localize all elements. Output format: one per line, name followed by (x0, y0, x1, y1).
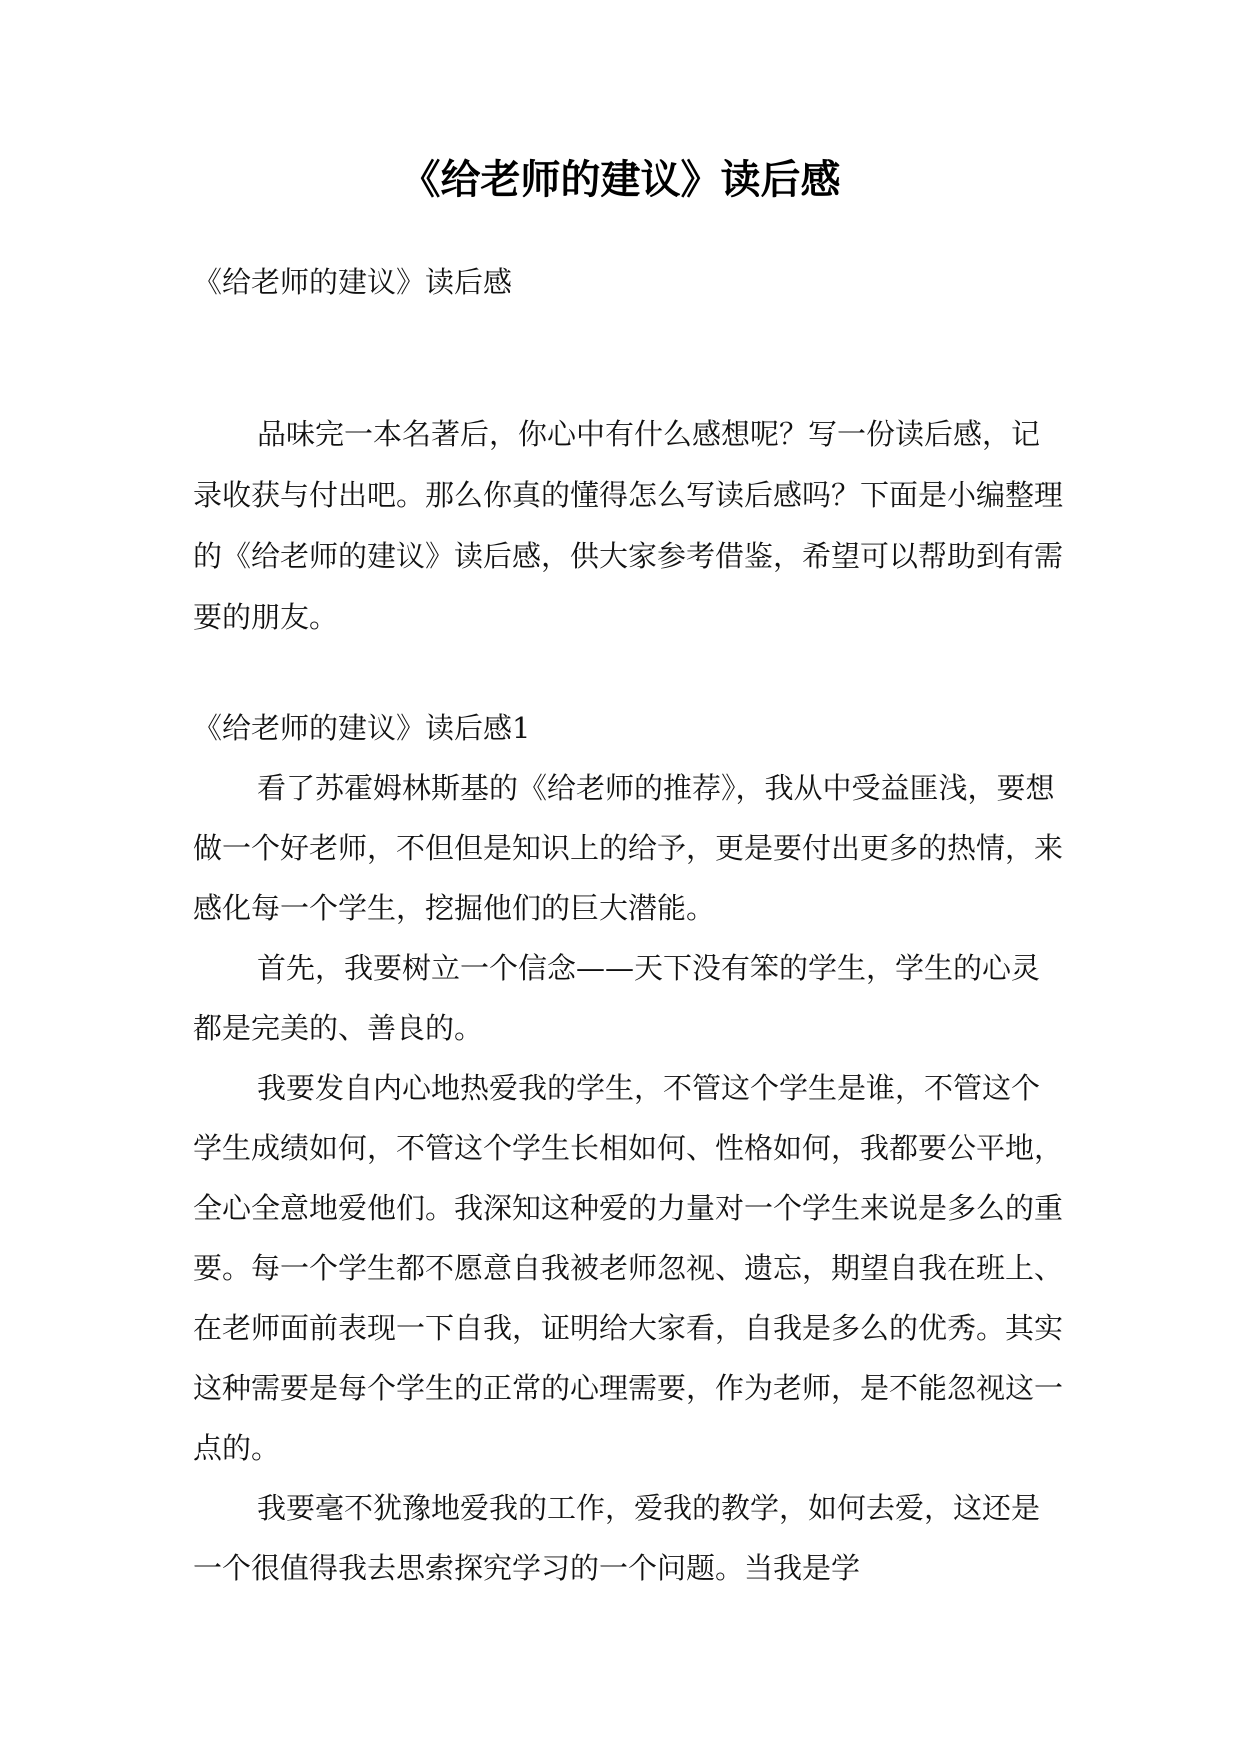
section-1 (193, 698, 1063, 1598)
body-paragraph: 首先，我要树立一个信念——天下没有笨的学生，学生的心灵都是完美的、善良的。 (193, 951, 1041, 1045)
body-paragraph: 看了苏霍姆林斯基的《给老师的推荐》，我从中受益匪浅，要想做一个好老师，不但但是知识上的给予，更是要付出更多的热情，来感化每一个学生，挖掘他们的巨大潜能。 (193, 771, 1064, 925)
body-paragraph: 我要发自内心地热爱我的学生，不管这个学生是谁，不管这个学生成绩如何，不管这个学生长相如何、性格如何，我都要公平地，全心全意地爱他们。我深知这种爱的力量对一个学生来说是多么的重要。每一个学生都不愿意自我被老师忽视、遗忘，期望自我在班上、在老师面前表现一下自我，证明给大家看，自我是多么的优秀。其实这种需要是每个学生的正常的心理需要，作为老师，是不能忽视这一点的。 (193, 1071, 1064, 1465)
document-title: 《给老师的建议》读后感 (400, 157, 841, 203)
intro-paragraph: 品味完一本名著后，你心中有什么感想呢？写一份读后感，记录收获与付出吧。那么你真的懂得怎么写读后感吗？下面是小编整理的《给老师的建议》读后感，供大家参考借鉴，希望可以帮助到有需要的朋友。 (193, 417, 1064, 634)
body-paragraph: 我要毫不犹豫地爱我的工作，爱我的教学，如何去爱，这还是一个很值得我去思索探究学习的一个问题。当我是学 (193, 1491, 1041, 1585)
section-heading: 《给老师的建议》读后感1 (193, 711, 531, 745)
document-subtitle: 《给老师的建议》读后感 (193, 265, 513, 299)
